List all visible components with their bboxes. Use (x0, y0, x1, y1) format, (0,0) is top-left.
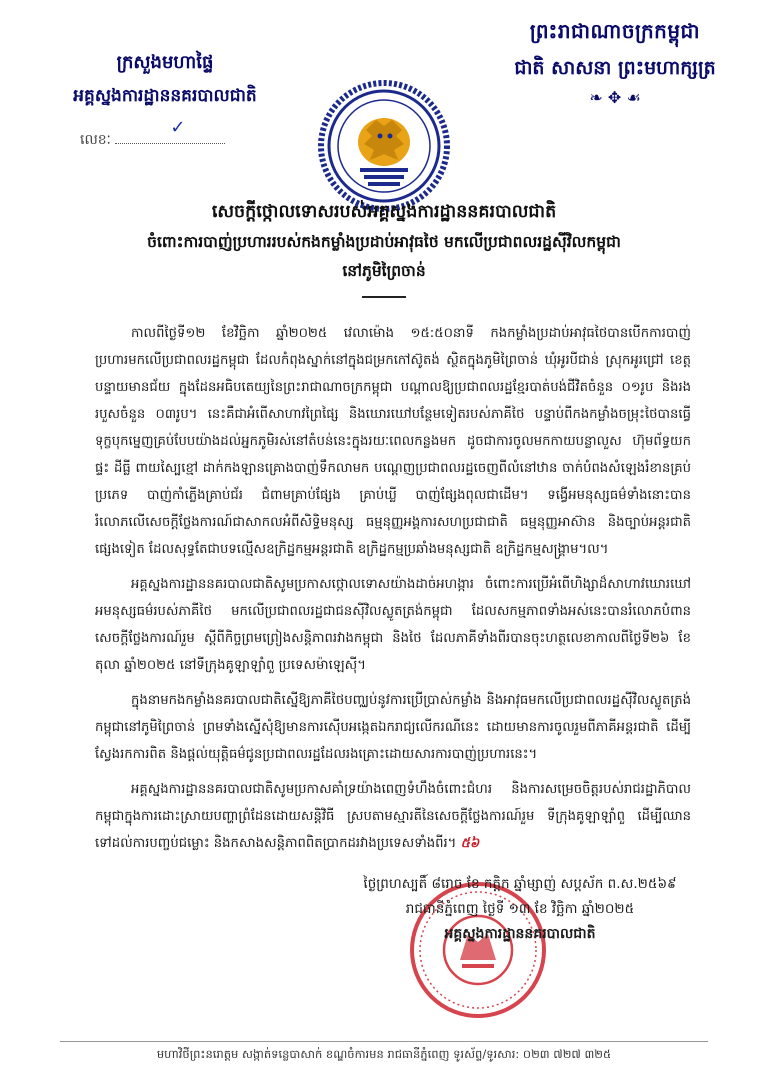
header-right (470, 18, 760, 107)
closing-block (340, 872, 700, 947)
ministry-name: ក្រសួងមហាផ្ទៃ (116, 52, 214, 73)
place-and-date: រាជធានីភ្នំពេញ ថ្ងៃទី ១៣ ខែ វិច្ឆិកា ឆ្នាំ២០២៥ (405, 901, 635, 917)
reference-label: លេខៈ (80, 132, 111, 148)
title-line-3: នៅភូមិព្រៃចាន់ (342, 262, 426, 280)
document-title (60, 200, 708, 284)
paragraph-incident: កាលពីថ្ងៃទី១២ ខែវិច្ឆិកា ឆ្នាំ២០២៥ វេលាម៉ោង ១៥:៥០នាទី កងកម្លាំងប្រដាប់អាវុធថៃបានបើកការបាញ់ប្រហារមកលើប្រជាពលរដ្ឋកម្ពុជា ដែលកំពុងស្នាក់នៅក្នុងជម្រកកៅស៊ូតង់ ស្ថិតក្នុងភូមិព្រៃចាន់ ឃុំអូរបីជាន់ ស្រុកអូរជ្រៅ ខេត្តបន្ទាយមានជ័យ ក្នុងដែនអធិបតេយ្យនៃព្រះរាជាណាចក្រកម្ពុជា បណ្តាលឱ្យប្រជាពលរដ្ឋខ្មែរបាត់បង់ជីវិតចំនួន ០១រូប និងរងរបួសចំនួន ០៣រូប។ នេះគឺជាអំពើសាហាវព្រៃផ្សៃ និងឃោរឃៅបន្ថែមទៀតរបស់ភាគីថៃ បន្ទាប់ពីកងកម្លាំងចម្រុះថៃបានធ្វើទុក្ខបុកម្នេញគ្រប់បែបយ៉ាងដល់អ្នកភូមិរស់នៅតំបន់នេះក្នុងរយៈពេលកន្លងមក ដូចជាការចូលមកកាយបន្លាលួស ហ៊ុមព័ទ្ធយកផ្ទះ ដីធ្លី ពាយស្បៃខ្មៅ ដាក់កងឡានគ្រោងបាញ់ទឹកលាមក បណ្តេញប្រជាពលរដ្ឋចេញពីលំនៅឋាន ចាក់បំពងសំឡេងរំខានគ្រប់ប្រភេទ បាញ់កាំភ្លើងគ្រាប់ជ័រ ជំពាមគ្រាប់ផ្សែង គ្រាប់ឃ្លី បាញ់ផ្សែងពុលជាដើម។ ទង្វើអមនុស្សធម៌ទាំងនោះបានរំលោភលើសេចក្តីថ្លែងការណ៍ជាសាកលអំពីសិទ្ធិមនុស្ស ធម្មនុញ្ញអង្គការសហប្រជាជាតិ ធម្មនុញ្ញអាស៊ាន និងច្បាប់អន្តរជាតិផ្សេងទៀត ដែលសុទ្ធតែជាបទល្មើសឧក្រិដ្ឋកម្មអន្តរជាតិ ឧក្រិដ្ឋកម្មប្រឆាំងមនុស្សជាតិ ឧក្រិដ្ឋកម្មសង្គ្រាម។ល។ (95, 326, 691, 557)
handwritten-initial-mark: ៥៦ (460, 836, 480, 851)
handwritten-check-mark: ✓ (170, 117, 186, 138)
paragraph-support (95, 776, 691, 857)
header-left (50, 50, 280, 110)
reference-dotted-line (115, 117, 225, 144)
paragraph-support-text: អគ្គស្នងការដ្ឋាននគរបាលជាតិសូមប្រកាសគាំទ្រយ៉ាងពេញទំហឹងចំពោះជំហរ និងការសម្រេចចិត្តរបស់រាជរដ្ឋាភិបាលកម្ពុជាក្នុងការដោះស្រាយបញ្ហាព្រំដែនដោយសន្តិវិធី ស្របតាមស្មារតីនៃសេចក្តីថ្លែងការណ៍រួម ទីក្រុងគូឡាឡាំពួ ដើម្បីឈានទៅដល់ការបញ្ចប់ជម្លោះ និងកសាងសន្តិភាពពិតប្រាកដរវាងប្រទេសទាំងពីរ។ (95, 782, 691, 851)
police-emblem-logo (318, 80, 450, 212)
footer-divider (60, 1041, 708, 1042)
lunar-date: ថ្ងៃព្រហស្បតិ៍ ៨រោច ខែ កត្តិក ឆ្នាំម្សាញ់ សប្តស័ក ព.ស.២៥៦៩ (363, 876, 677, 892)
title-underline-divider (362, 296, 406, 298)
paragraph-condemnation: អគ្គស្នងការដ្ឋាននគរបាលជាតិសូមប្រកាសថ្កោលទោសយ៉ាងដាច់អហង្ការ ចំពោះការប្រើអំពើហិង្សាដ៏សាហាវឃោរឃៅ អមនុស្សធម៌របស់ភាគីថៃ មកលើប្រជាពលរដ្ឋជាជនស៊ីវិលស្លូតត្រង់កម្ពុជា ដែលសកម្មភាពទាំងអស់នេះបានរំលោភបំពានសេចក្តីថ្លែងការណ៍រួម ស្តីពីកិច្ចព្រមព្រៀងសន្តិភាពរវាងកម្ពុជា និងថៃ ដែលភាគីទាំងពីរបានចុះហត្ថលេខាកាលពីថ្ងៃទី២៦ ខែតុលា ឆ្នាំ២០២៥ នៅទីក្រុងគូឡាឡាំពួ ប្រទេសម៉ាឡេស៊ី។ (95, 577, 691, 673)
reference-number (80, 117, 225, 151)
paragraph-request: ក្នុងនាមកងកម្លាំងនគរបាលជាតិស្នើឱ្យភាគីថៃបញ្ឈប់នូវការប្រើប្រាស់កម្លាំង និងអាវុធមកលើប្រជាពលរដ្ឋស៊ីវិលស្លូតត្រង់កម្ពុជានៅភូមិព្រៃចាន់ ព្រមទាំងស្នើសុំឱ្យមានការស៊ើបអង្កេតឯករាជ្យលើករណីនេះ ដោយមានការចូលរួមពីភាគីអន្តរជាតិ ដើម្បីស្វែងរកការពិត និងផ្តល់យុត្តិធម៌ជូនប្រជាពលរដ្ឋដែលរងគ្រោះដោយសារការបាញ់ប្រហារនេះ។ (95, 693, 691, 762)
kingdom-name: ព្រះរាជាណាចក្រកម្ពុជា (529, 19, 701, 43)
national-motto: ជាតិ សាសនា ព្រះមហាក្សត្រ (514, 57, 716, 79)
department-name: អគ្គស្នងការដ្ឋាននគរបាលជាតិ (73, 86, 257, 106)
statement-body (95, 320, 691, 865)
title-line-1: សេចក្តីថ្កោលទោសរបស់អគ្គស្នងការដ្ឋាននគរបាលជាតិ (211, 202, 557, 222)
signatory-title: អគ្គស្នងការដ្ឋាននគរបាលជាតិ (444, 926, 596, 942)
emblem-gold-lion-icon (358, 118, 410, 166)
title-line-2: ចំពោះការបាញ់ប្រហាររបស់កងកម្លាំងប្រដាប់អាវុធថៃ មកលើប្រជាពលរដ្ឋស៊ីវិលកម្ពុជា (147, 233, 621, 251)
footer-address: មហាវិថីព្រះនរោត្តម សង្កាត់ទន្លេបាសាក់ ខណ្ឌចំការមន រាជធានីភ្នំពេញ ទូរស័ព្ទ/ទូរសារ: ០២៣ ៧២៧ ៣២៥ (156, 1047, 612, 1061)
ornament-divider: ❧ ✥ ☙ (589, 88, 641, 107)
